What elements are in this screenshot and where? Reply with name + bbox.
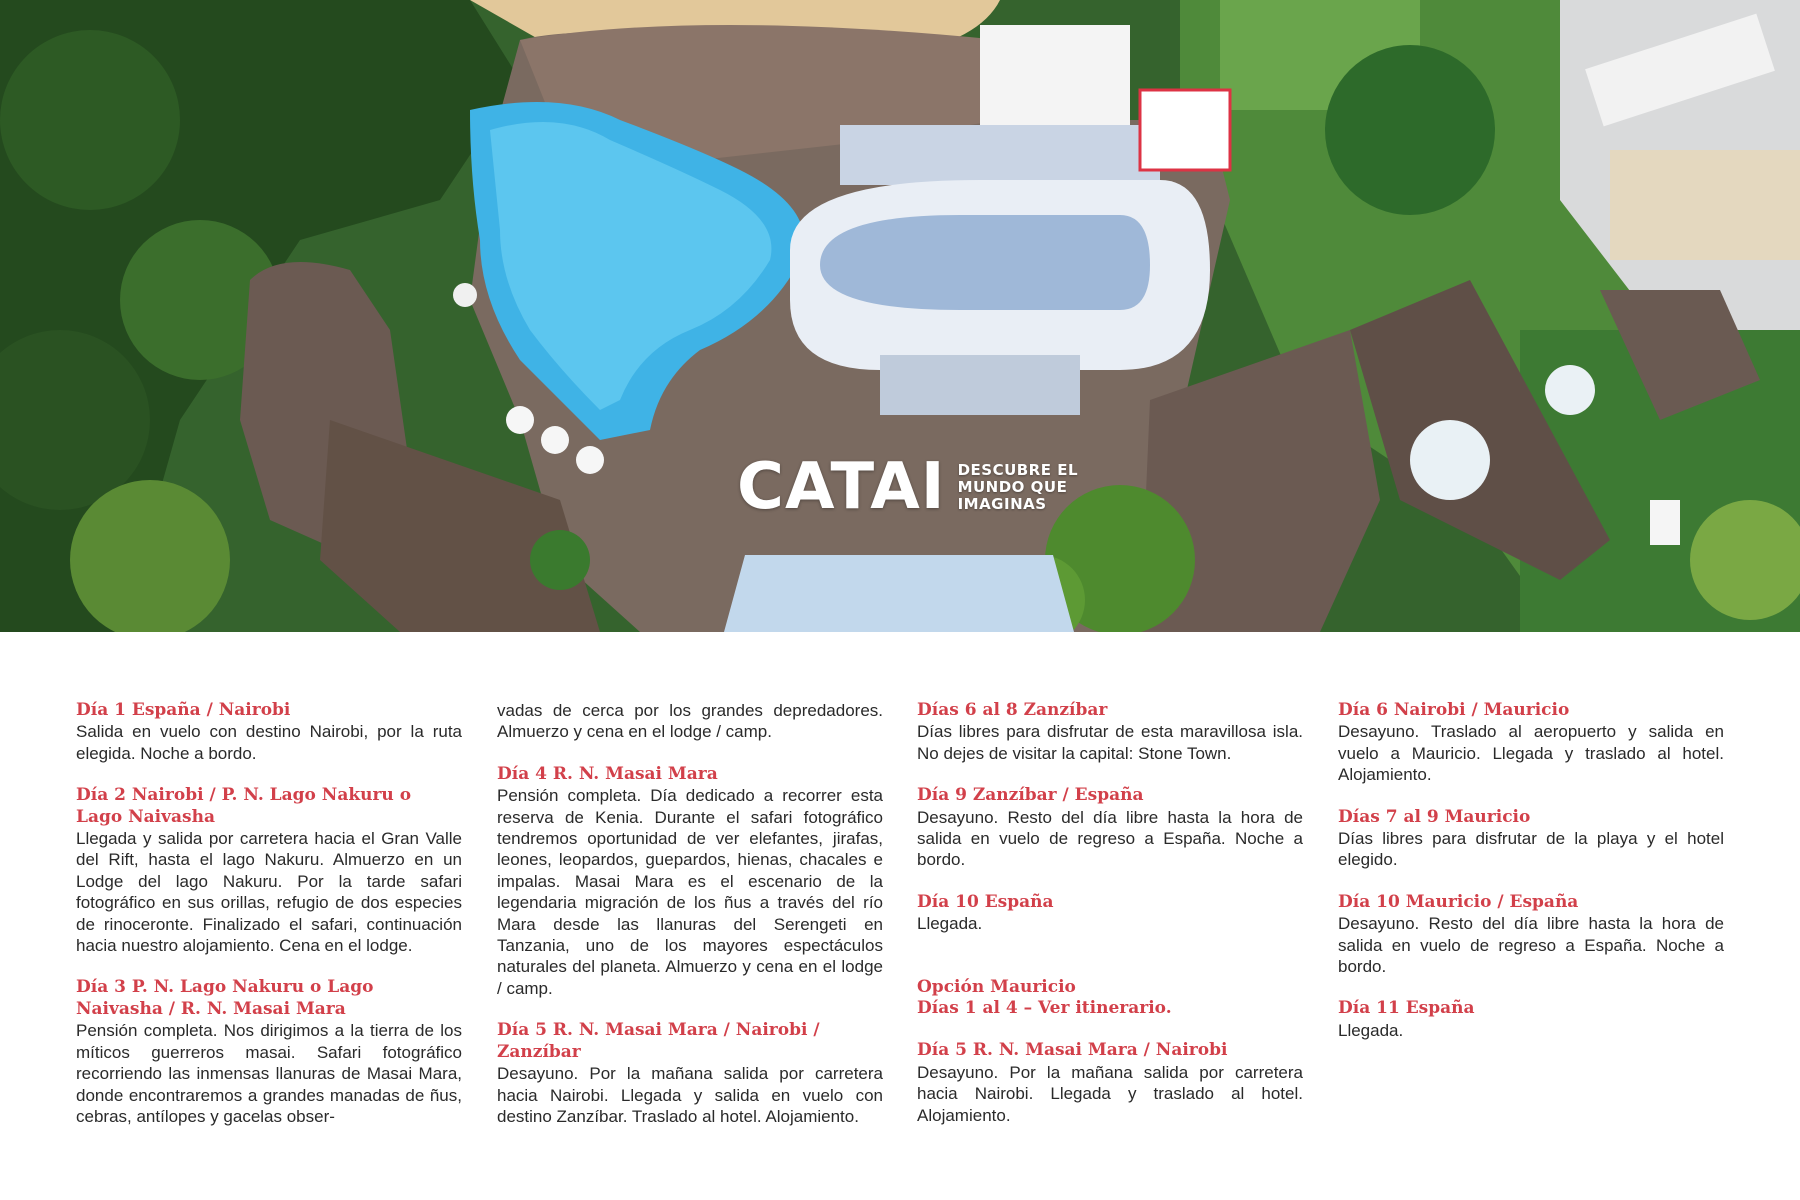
itinerary-entry — [1338, 998, 1724, 1041]
day-description: Llegada. — [917, 914, 983, 934]
itinerary-entry — [1338, 700, 1724, 786]
day-description: Días libres para disfrutar de la playa y el hotel elegido. — [1338, 829, 1724, 870]
day-description: Desayuno. Por la mañana salida por carretera hacia Nairobi. Llegada y salida en vuelo con destino Zanzíbar. Traslado al hotel. Alojamiento. — [497, 1064, 883, 1126]
day-description-continued: vadas de cerca por los grandes depredadores. Almuerzo y cena en el lodge / camp. — [497, 701, 883, 742]
itinerary-entry — [76, 700, 462, 764]
tagline-line-3: IMAGINAS — [957, 494, 1047, 513]
day-heading: Días 7 al 9 Mauricio — [1338, 806, 1531, 827]
itinerary-entry — [76, 977, 462, 1127]
itinerary-column-1 — [76, 700, 462, 1148]
brand-tagline — [958, 462, 1078, 513]
tagline-line-1: DESCUBRE EL — [957, 460, 1079, 479]
day-heading: Día 10 Mauricio / España — [1338, 891, 1579, 912]
itinerary-entry — [497, 1020, 883, 1127]
day-heading: Días 6 al 8 Zanzíbar — [917, 700, 1108, 720]
itinerary-entry — [497, 764, 883, 999]
itinerary-column-3 — [917, 700, 1303, 1147]
itinerary-entry — [917, 785, 1303, 871]
option-heading: Opción Mauricio — [917, 976, 1076, 997]
tagline-line-2: MUNDO QUE — [957, 477, 1068, 496]
day-description: Salida en vuelo con destino Nairobi, por la ruta elegida. Noche a bordo. — [76, 722, 462, 763]
spacer — [917, 956, 1303, 977]
itinerary-entry — [1338, 892, 1724, 978]
day-description: Desayuno. Por la mañana salida por carretera hacia Nairobi. Llegada y traslado al hotel. Alojamiento. — [917, 1062, 1303, 1125]
itinerary-column-2 — [497, 700, 883, 1148]
day-description: Llegada y salida por carretera hacia el Gran Valle del Rift, hasta el lago Nakuru. Almuerzo en un Lodge del lago Nakuru. Por la tarde safari fotográfico en sus orillas, refugio de dos especies de rinoceronte. Finalizado el safari, continuación hacia nuestro alojamiento. Cena en el lodge. — [76, 829, 462, 956]
brand-name: CATAI — [737, 450, 946, 524]
catai-logo — [737, 452, 1078, 522]
day-heading: Día 3 P. N. Lago Nakuru o Lago Naivasha / R. N. Masai Mara — [76, 977, 374, 1019]
day-description: Desayuno. Traslado al aeropuerto y salida en vuelo a Mauricio. Llegada y traslado al hotel. Alojamiento. — [1338, 722, 1724, 785]
day-heading: Día 5 R. N. Masai Mara / Nairobi — [917, 1040, 1228, 1061]
day-description: Pensión completa. Día dedicado a recorrer esta reserva de Kenia. Durante el safari fotográfico tendremos oportunidad de ver elefantes, jirafas, leones, leopardos, guepardos, hienas, chacales e impalas. Masai Mara es el escenario de la legendaria migración de los ñus a través del río Mara desde las llanuras del Serengeti en Tanzania, uno de los mayores espectáculos naturales del planeta. Almuerzo y cena en el lodge / camp. — [497, 786, 883, 998]
option-heading-block — [917, 977, 1303, 1020]
day-heading: Día 5 R. N. Masai Mara / Nairobi / Zanzíbar — [497, 1020, 820, 1062]
day-heading: Día 10 España — [917, 891, 1054, 912]
day-heading: Día 4 R. N. Masai Mara — [497, 763, 718, 784]
itinerary-entry — [497, 700, 883, 743]
day-description: Llegada. — [1338, 1020, 1404, 1040]
day-description: Desayuno. Resto del día libre hasta la hora de salida en vuelo de regreso a España. Noche a bordo. — [1338, 914, 1724, 977]
itinerary-entry — [917, 892, 1303, 935]
itinerary-entry — [1338, 807, 1724, 871]
day-description: Pensión completa. Nos dirigimos a la tierra de los míticos guerreros masai. Safari fotográfico recorriendo las inmensas llanuras de Masai Mara, donde encontraremos a grandes manadas de ñus, cebras, antílopes y gacelas obser- — [76, 1021, 462, 1126]
itinerary-column-4 — [1338, 700, 1724, 1062]
itinerary-entry — [917, 700, 1303, 764]
day-heading: Día 11 España — [1338, 998, 1475, 1019]
day-description: Desayuno. Resto del día libre hasta la hora de salida en vuelo de regreso a España. Noche a bordo. — [917, 807, 1303, 870]
option-subheading: Días 1 al 4 – Ver itinerario. — [917, 998, 1172, 1019]
day-heading: Día 1 España / Nairobi — [76, 700, 291, 720]
day-heading: Día 2 Nairobi / P. N. Lago Nakuru o Lago Naivasha — [76, 785, 412, 827]
itinerary-entry — [917, 1040, 1303, 1126]
itinerary-entry — [76, 785, 462, 956]
day-heading: Día 9 Zanzíbar / España — [917, 785, 1144, 806]
day-heading: Día 6 Nairobi / Mauricio — [1338, 700, 1570, 720]
day-description: Días libres para disfrutar de esta maravillosa isla. No dejes de visitar la capital: Stone Town. — [917, 722, 1303, 763]
decorative-tab-shape — [724, 555, 1074, 632]
